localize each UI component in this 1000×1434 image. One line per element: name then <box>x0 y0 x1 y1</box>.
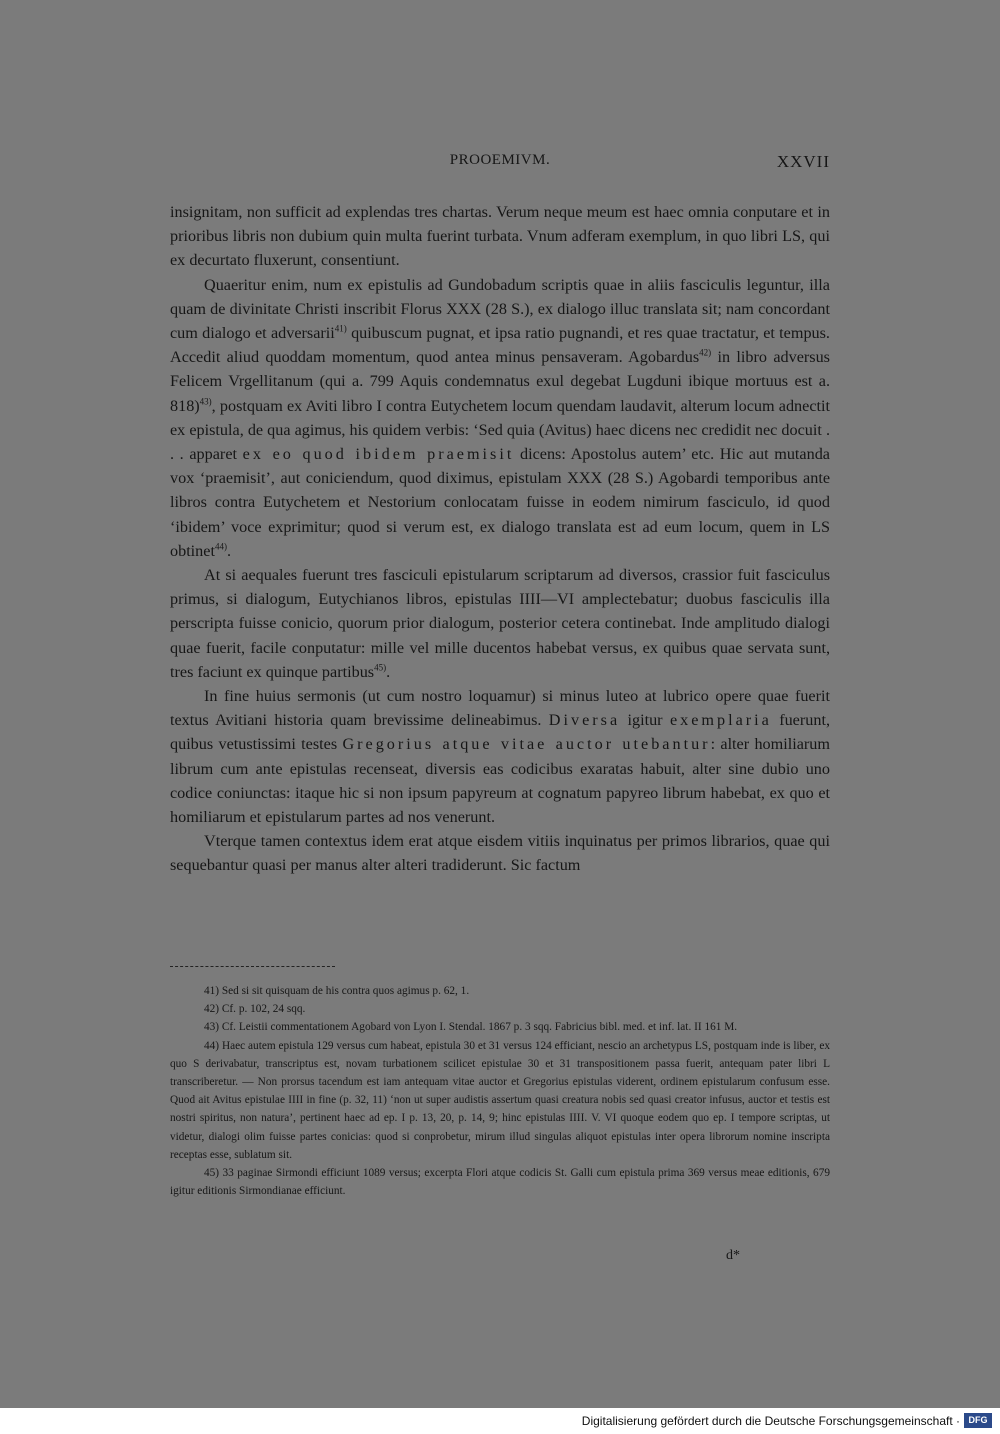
page-title: PROOEMIVM. <box>449 152 551 168</box>
paragraph: Vterque tamen contextus idem erat atque eisdem vitiis inquinatus per primos librarios, quae qui sequebantur quasi per manus alter alteri tradiderunt. Sic factum <box>170 832 830 875</box>
footnote-ref: 42) <box>699 347 712 358</box>
funding-credit: Digitalisierung gefördert durch die Deutsche Forschungsgemeinschaft · <box>581 1414 960 1428</box>
text-run: . <box>226 541 232 560</box>
text-run: in libro adversus Felicem Vrgellitanum (qui a. 799 Aquis condemnatus exul degebat Lugduni ibique mortuus est a. 818) <box>170 348 830 415</box>
footnote-ref: 41) <box>334 323 347 334</box>
footnote: 42) Cf. p. 102, 24 sqq. <box>204 1003 306 1016</box>
dfg-logo: DFG <box>964 1413 992 1428</box>
spaced-text: Gregorius atque vitae auctor utebantur <box>342 735 711 754</box>
text-run: igitur <box>620 711 670 730</box>
text-run: , postquam ex Aviti libro I contra Eutychetem locum quendam laudavit, alterum locum adnectit ex epistula, de qua agimus, his quidem verbis: ‘Sed quia (Avitus) haec dicens nec credidit nec docuit . . . apparet <box>170 396 830 464</box>
text-run: quibuscum pugnat, et ipsa ratio pugnandi, et res quae tractatur, et tempus. Accedit aliud quoddam momentum, quod antea minus pensaveram. Agobardus <box>170 324 830 367</box>
text-run: Quaeritur enim, num ex epistulis ad Gundobadum scriptis quae in aliis fasciculis leguntur, illa quam de divinitate Christi inscribit Florus XXX (28 S.), ex dialogo illuc translata sit; nam concordant cum dialogo et adversarii <box>170 275 830 343</box>
footnote: 44) Haec autem epistula 129 versus cum habeat, epistula 30 et 31 versus 124 efficiant, nescio an archetypus LS, postquam inde is liber, ex quo S derivabatur, transcriptus est, novam turbationem scilicet epistulae 30 et 31 transpositionem passa fuerit, antequam pater libri L transcriberetur. — Non prorsus tacendum est iam antequam vitae auctor et Gregorius epistulas viderent, ordinem epistularum confusum esse. Quod ait Avitus epistulae IIII in fine (p. 32, 11) ‘non ut super audistis assertum quasi creatura nobis sed quasi creator infusus, auctor et testis est nostri spiritus, non natura’, pertinent haec ad ep. I p. 13, 20, p. 14, 9; hinc epistulas IIII. V. VI quoque eodem quo ep. I tempore scriptas, ut videtur, dialogi olim fuisse partes conicias: quod si conprobetur, mirum illud singulas aliquot epistulas inter opera librorum nomine inscripta receptas esse, sublatum sit. <box>170 1039 830 1161</box>
footnote: 43) Cf. Leistii commentationem Agobard von Lyon I. Stendal. 1867 p. 3 sqq. Fabricius bibl. med. et inf. lat. II 161 M. <box>204 1021 738 1034</box>
spaced-text: exemplaria <box>669 711 772 730</box>
text-run: : alter homiliarum librum cum ante epistulas recenseat, diversis eas codicibus exaratas habuit, alter sine dubio uno codice coniunctas: itaque hic si non ipsum papyreum at cognatum papyreo librum habebat, ex quo et homiliarum et epistularum partes ad nos venerunt. <box>170 735 830 827</box>
text-run: dicens: Apostolus autem’ etc. Hic aut mutanda vox ‘praemisit’, aut coniciendum, quod diximus, epistulam XXX (28 S.) Agobardi temporibus ante libros contra Eutychetem et Nestorium conlocatam fuisse in eodem nimirum fasciculo, id quod ‘ibidem’ voce exprimitur; quod si verum est, ex dialogo translata est ad eum locum, quem in LS obtinet <box>170 445 830 560</box>
paragraph <box>170 563 830 684</box>
text-run: At si aequales fuerunt tres fasciculi epistularum scriptarum ad diversos, crassior fuit fasciculus primus, si dialogum, Eutychianos libros, epistulas IIII—VI amplectebatur; duobus fasciculis illa perscripta fuisse conicio, quorum prior dialogum, posterior cetera continebat. Inde amplitudo dialogi quae fuerit, facile conputatur: mille vel mille ducentos habebat versus, ex quibus quae servata sunt, tres faciunt ex quinque partibus <box>170 566 830 681</box>
footnote: 41) Sed si sit quisquam de his contra quos agimus p. 62, 1. <box>204 985 470 997</box>
paragraph: insignitam, non sufficit ad explendas tres chartas. Verum neque meum est haec omnia conputare et in prioribus libris non dubium quin multa fuerint turbata. Vnum adferam exemplum, in quo libri LS, qui ex decurtato fluxerunt, consentiunt. <box>170 203 830 270</box>
footnotes <box>170 982 830 1200</box>
footnote: 45) 33 paginae Sirmondi efficiunt 1089 versus; excerpta Flori atque codicis St. Galli cum epistula prima 369 versus meae editionis, 679 igitur editionis Sirmondianae efficiunt. <box>170 1167 830 1198</box>
signature-mark: d* <box>726 1248 740 1263</box>
footer-bar <box>0 1408 1000 1434</box>
footnote-ref: 45) <box>374 662 387 673</box>
text-run: . <box>386 662 391 681</box>
footnote-ref: 44) <box>214 541 227 552</box>
text-run: fuerunt, quibus vetustissimi testes <box>170 711 830 754</box>
text-run: In fine huius sermonis (ut cum nostro loquamur) si minus luteo at lubrico opere quae fuerit textus Avitiani historia quam brevissime delineabimus. <box>170 687 830 730</box>
paragraph <box>170 684 830 829</box>
spaced-text: Diversa <box>548 711 621 730</box>
running-header <box>170 152 830 176</box>
footnote-divider <box>170 966 335 968</box>
spaced-text: ex eo quod ibidem praemisit <box>242 445 515 464</box>
paragraph <box>170 273 830 563</box>
footnote-ref: 43) <box>199 396 212 407</box>
page-number: XXVII <box>776 152 830 171</box>
main-text <box>170 200 830 878</box>
